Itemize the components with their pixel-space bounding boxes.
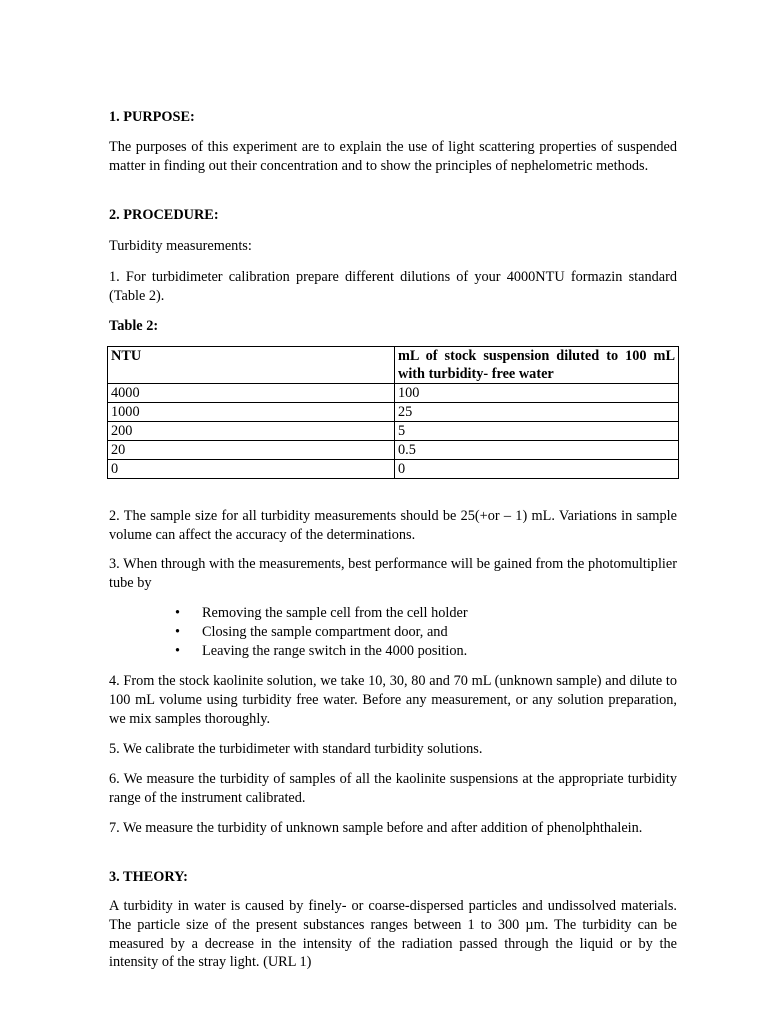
procedure-step-3: 3. When through with the measurements, best performance will be gained from the photomultiplier tube by bbox=[109, 556, 677, 591]
table-cell-ntu: 20 bbox=[108, 441, 395, 460]
bullet-glyph: • bbox=[175, 624, 181, 640]
table-cell-volume: 0 bbox=[395, 460, 679, 479]
procedure-step-6: 6. We measure the turbidity of samples of all the kaolinite suspensions at the appropriate turbidity range of the instrument calibrated. bbox=[109, 771, 677, 806]
list-item bbox=[175, 623, 675, 642]
table-row bbox=[108, 422, 679, 441]
procedure-step-1: 1. For turbidimeter calibration prepare different dilutions of your 4000NTU formazin standard (Table 2). bbox=[109, 269, 677, 304]
procedure-subheading: Turbidity measurements: bbox=[109, 238, 252, 254]
table-cell-volume: 25 bbox=[395, 403, 679, 422]
procedure-step-4: 4. From the stock kaolinite solution, we take 10, 30, 80 and 70 mL (unknown sample) and dilute to 100 mL volume using turbidity free water. Before any measurement, or any solution preparation, we mix samples thoroughly. bbox=[109, 673, 677, 727]
table-row bbox=[108, 384, 679, 403]
procedure-step-5: 5. We calibrate the turbidimeter with standard turbidity solutions. bbox=[109, 741, 483, 757]
procedure-heading: 2. PROCEDURE: bbox=[109, 207, 219, 223]
procedure-step-7: 7. We measure the turbidity of unknown sample before and after addition of phenolphthalein. bbox=[109, 820, 643, 836]
table-cell-ntu: 200 bbox=[108, 422, 395, 441]
bullet-glyph: • bbox=[175, 643, 181, 659]
table-cell-volume: 5 bbox=[395, 422, 679, 441]
table-cell-ntu: 0 bbox=[108, 460, 395, 479]
list-item-text: Closing the sample compartment door, and bbox=[202, 624, 448, 640]
table-header-volume: mL of stock suspension diluted to 100 mL with turbidity- free water bbox=[395, 347, 679, 384]
table-caption: Table 2: bbox=[109, 318, 159, 334]
bullet-list bbox=[175, 604, 675, 661]
theory-heading: 3. THEORY: bbox=[109, 869, 188, 885]
list-item-text: Removing the sample cell from the cell holder bbox=[202, 605, 468, 621]
table-header-row bbox=[108, 347, 679, 384]
table-cell-volume: 0.5 bbox=[395, 441, 679, 460]
procedure-step-2: 2. The sample size for all turbidity measurements should be 25(+or – 1) mL. Variations in sample volume can affect the accuracy of the determinations. bbox=[109, 508, 677, 543]
theory-paragraph: A turbidity in water is caused by finely- or coarse-dispersed particles and undissolved materials. The particle size of the present substances ranges between 1 to 300 µm. The turbidity can be measured by a decrease in the intensity of the radiation passed through the liquid or by the intensity of the stray light. (URL 1) bbox=[109, 898, 677, 971]
list-item bbox=[175, 642, 675, 661]
table-row bbox=[108, 460, 679, 479]
table-header-ntu: NTU bbox=[108, 347, 395, 384]
table-row bbox=[108, 403, 679, 422]
list-item bbox=[175, 604, 675, 623]
calibration-table bbox=[107, 346, 679, 479]
bullet-glyph: • bbox=[175, 605, 181, 621]
table-cell-volume: 100 bbox=[395, 384, 679, 403]
purpose-heading: 1. PURPOSE: bbox=[109, 109, 195, 125]
table-cell-ntu: 4000 bbox=[108, 384, 395, 403]
table-cell-ntu: 1000 bbox=[108, 403, 395, 422]
purpose-paragraph: The purposes of this experiment are to explain the use of light scattering properties of suspended matter in finding out their concentration and to show the principles of nephelometric methods. bbox=[109, 139, 677, 174]
list-item-text: Leaving the range switch in the 4000 position. bbox=[202, 643, 468, 659]
table-row bbox=[108, 441, 679, 460]
